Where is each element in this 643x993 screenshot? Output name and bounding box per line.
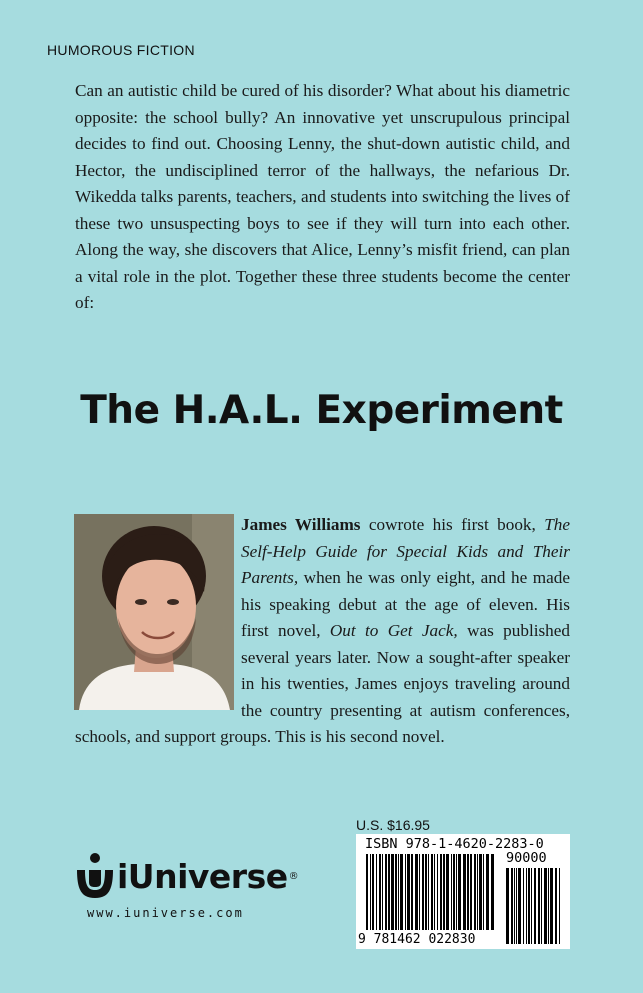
author-name: James Williams	[241, 515, 361, 534]
back-cover-blurb: Can an autistic child be cured of his disorder? What about his diametric opposite: the school bully? An innovative yet unscrupulous principal decides to find out. Choosing Lenny, the shut-down autistic child, and Hector, the undisciplined terror of the hallways, the nefarious Dr. Wikedda talks parents, teachers, and students into switching the lives of these two unsuspecting boys to see if they will turn into each other. Along the way, she discovers that Alice, Lenny’s misfit friend, can plan a vital role in the plot. Together these three students become the center of:	[75, 81, 570, 312]
price-label: U.S. $16.95	[356, 817, 430, 833]
genre-label: HUMOROUS FICTION	[47, 42, 195, 58]
barcode-addon-code: 90000	[506, 850, 547, 866]
book-title: The H.A.L. Experiment	[80, 388, 563, 433]
publisher-logo	[75, 852, 299, 900]
iuniverse-logo-icon	[75, 852, 115, 900]
publisher-url: www.iuniverse.com	[87, 906, 244, 920]
registered-mark: ®	[288, 870, 299, 882]
first-novel-title: Out to Get Jack,	[329, 621, 458, 640]
ean-digits: 9 781462 022830	[358, 932, 476, 947]
author-bio: James Williams cowrote his first book, The Self-Help Guide for Special Kids and Their Parents, when he was only eight, and he made his speaking debut at the age of eleven. His first novel, Out to Get Jack, was published several years later. Now a sought-after speaker in his twenties, James enjoys traveling around the country presenting at autism conferences, schools, and support groups. This is his second novel.	[75, 515, 570, 746]
publisher-name: iUniverse	[117, 856, 288, 896]
isbn-number: ISBN 978-1-4620-2283-0	[365, 836, 544, 852]
first-book-title: The Self-Help Guide for Special Kids and Their Parents,	[241, 515, 570, 587]
barcode	[356, 834, 570, 949]
